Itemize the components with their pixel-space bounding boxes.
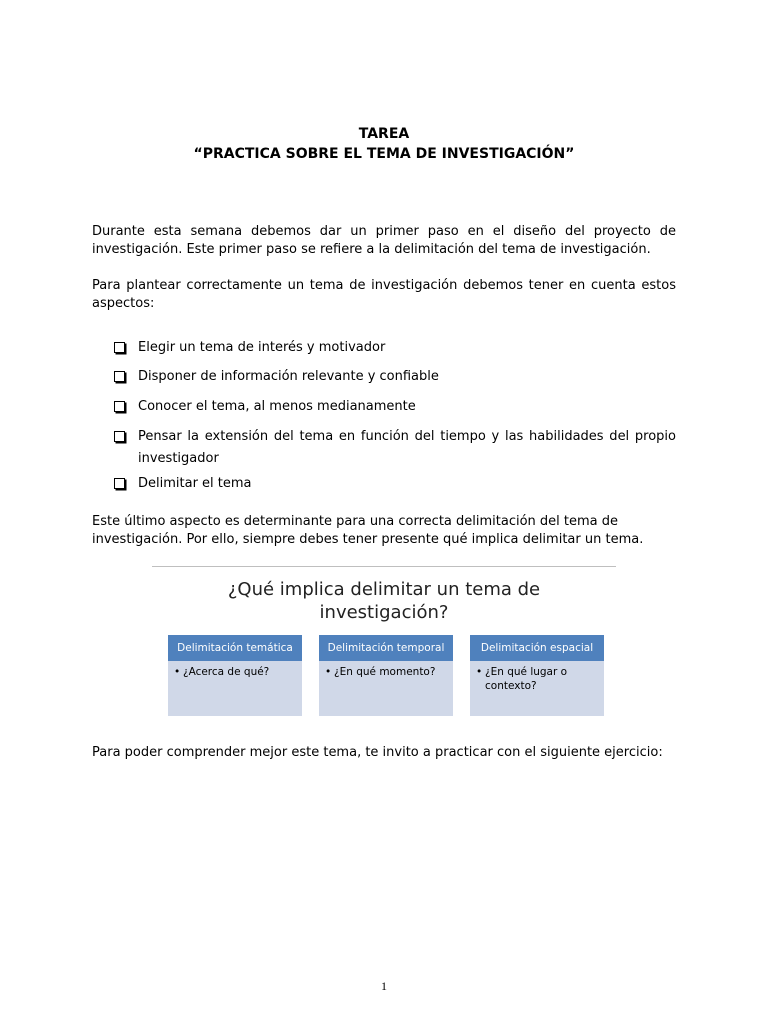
- checkbox-icon: [114, 478, 125, 489]
- intro-paragraph: Durante esta semana debemos dar un primer paso en el diseño del proyecto de investigación. Este primer paso se refiere a la delimitación del tema de investigación.: [92, 224, 676, 257]
- column-body: • ¿En qué lugar o contexto?: [470, 661, 604, 716]
- diagram-column-espacial: [470, 635, 604, 716]
- checklist-item: Disponer de información relevante y confiable: [114, 366, 676, 388]
- diagram-column-temporal: [319, 635, 453, 716]
- document-subtitle: “PRACTICA SOBRE EL TEMA DE INVESTIGACIÓN”: [193, 146, 575, 162]
- aspects-paragraph: Para plantear correctamente un tema de investigación debemos tener en cuenta estos aspectos:: [92, 278, 676, 311]
- column-heading: Delimitación temporal: [319, 635, 453, 661]
- column-heading: Delimitación temática: [168, 635, 302, 661]
- diagram-column-tematica: [168, 635, 302, 716]
- page-number: 1: [381, 979, 387, 993]
- column-heading: Delimitación espacial: [470, 635, 604, 661]
- conclusion-paragraph: Este último aspecto es determinante para una correcta delimitación del tema de investigación. Por ello, siempre debes tener presente qué implica delimitar un tema.: [92, 514, 644, 547]
- checkbox-icon: [114, 401, 125, 412]
- checklist-item: Elegir un tema de interés y motivador: [114, 337, 676, 359]
- diagram-title: ¿Qué implica delimitar un tema de investigación?: [227, 579, 541, 623]
- checkbox-icon: [114, 431, 125, 442]
- title-block: [92, 124, 676, 164]
- checklist-item: Conocer el tema, al menos medianamente: [114, 396, 676, 418]
- column-body: • ¿En qué momento?: [319, 661, 453, 716]
- checkbox-icon: [114, 342, 125, 353]
- document-title: TAREA: [358, 126, 410, 142]
- checklist-item: Pensar la extensión del tema en función del tiempo y las habilidades del propio investigador: [114, 426, 676, 470]
- checkbox-icon: [114, 371, 125, 382]
- column-body: • ¿Acerca de qué?: [168, 661, 302, 716]
- checklist-item: Delimitar el tema: [114, 473, 676, 495]
- diagram-divider: [152, 566, 616, 567]
- exercise-paragraph: Para poder comprender mejor este tema, te invito a practicar con el siguiente ejercicio:: [92, 745, 663, 760]
